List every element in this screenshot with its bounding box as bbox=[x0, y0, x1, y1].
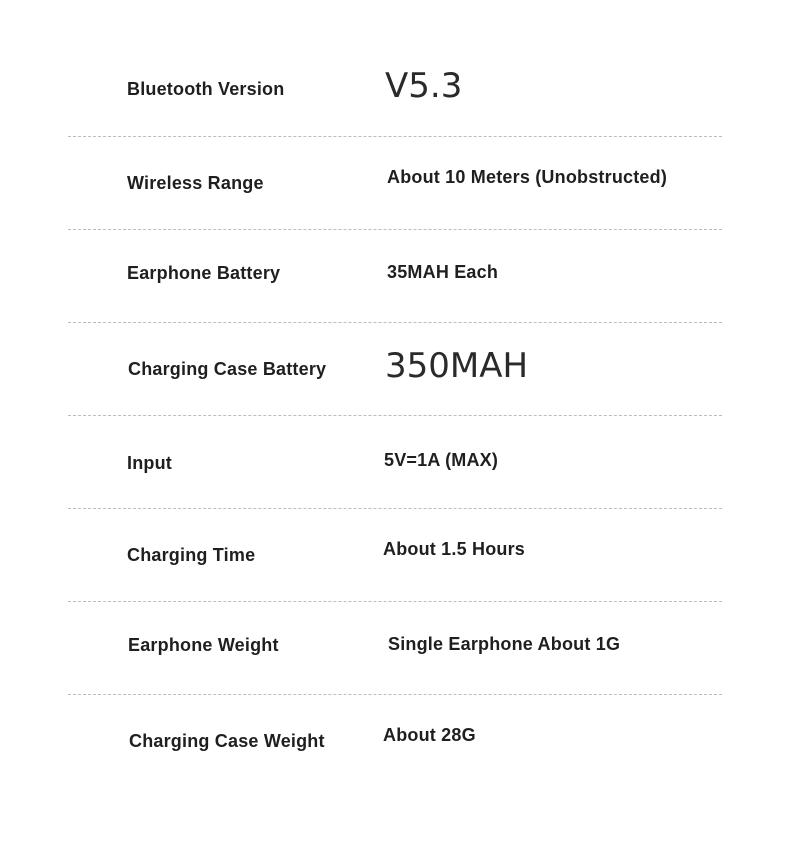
spec-label: Wireless Range bbox=[127, 173, 264, 193]
spec-value: 350MAH bbox=[385, 346, 529, 386]
spec-row-earphone-battery bbox=[68, 230, 722, 323]
spec-value: About 1.5 Hours bbox=[383, 539, 526, 559]
spec-value: 35MAH Each bbox=[387, 262, 499, 282]
spec-row-charging-time bbox=[68, 509, 722, 602]
spec-value: About 10 Meters (Unobstructed) bbox=[387, 167, 668, 187]
spec-row-charging-case-battery bbox=[68, 323, 722, 416]
spec-row-charging-case-weight bbox=[68, 695, 722, 787]
spec-row-bluetooth-version bbox=[68, 44, 722, 137]
spec-label: Input bbox=[127, 453, 172, 473]
spec-row-earphone-weight bbox=[68, 602, 722, 695]
spec-label: Earphone Weight bbox=[128, 635, 279, 655]
spec-table bbox=[68, 44, 722, 787]
spec-label: Charging Time bbox=[127, 545, 256, 565]
spec-value: 5V=1A (MAX) bbox=[384, 450, 499, 470]
spec-label: Charging Case Weight bbox=[129, 731, 325, 751]
spec-value: Single Earphone About 1G bbox=[388, 634, 621, 654]
spec-value: About 28G bbox=[383, 725, 476, 745]
spec-row-wireless-range bbox=[68, 137, 722, 230]
spec-label: Bluetooth Version bbox=[127, 79, 285, 99]
spec-label: Charging Case Battery bbox=[128, 359, 327, 379]
spec-label: Earphone Battery bbox=[127, 263, 281, 283]
spec-value: V5.3 bbox=[385, 66, 463, 106]
spec-row-input bbox=[68, 416, 722, 509]
